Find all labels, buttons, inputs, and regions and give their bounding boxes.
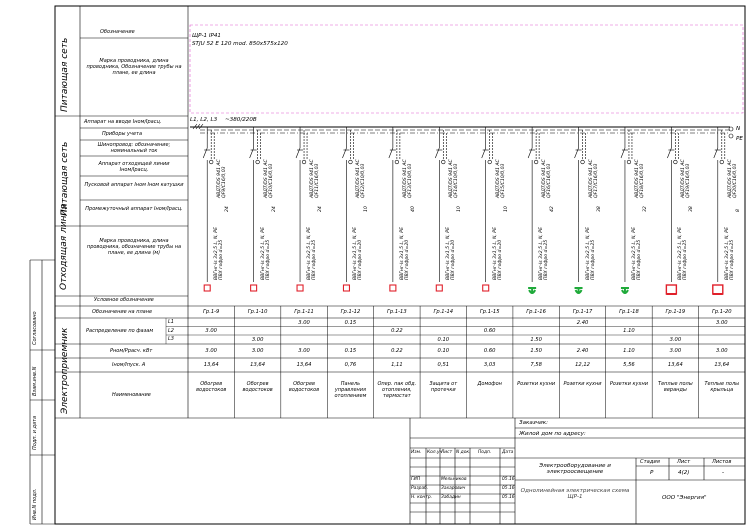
tb-date-0: 05.16 — [502, 477, 515, 482]
power-cell: 3.00 — [669, 348, 682, 354]
breaker-contact — [482, 148, 486, 158]
power-cell: 3.00 — [251, 348, 264, 354]
line-length: 42 — [550, 206, 556, 212]
cable-mark: ВВГнг-ls 3х1,5 L, N, PE — [399, 227, 405, 280]
consumer-symbol-icon — [528, 288, 536, 294]
consumer-symbol-icon — [666, 285, 676, 295]
rcd-sensor-icon — [349, 160, 353, 164]
tb-stage: Р — [650, 470, 654, 476]
cable-mark: ВВГнг-ls 3х2,5 L, N, PE — [539, 227, 545, 280]
tb-stage-h: Стадия — [640, 459, 660, 465]
line-length: 32 — [642, 206, 648, 212]
power-cell: 0.60 — [483, 348, 496, 354]
input-voltage: ~380/220В — [225, 117, 257, 123]
pipe-mark: ПВХ гофро d=20 — [358, 239, 364, 280]
line-length: 10 — [503, 206, 509, 212]
consumer-name-cell: Теплые полы веранды — [658, 381, 693, 393]
consumer-symbol-icon — [390, 285, 396, 291]
rcd-sensor-icon — [302, 160, 306, 164]
stamp-replace-inv: Взам.инв.N — [32, 366, 38, 396]
breaker-rating: QF10/С16/0,03 — [268, 163, 274, 198]
label-current: Iном/Iпуск. А — [112, 362, 146, 368]
tb-h-podp: Подп. — [478, 450, 492, 455]
tb-person-0: Мельников — [441, 477, 467, 482]
pipe-mark: ПВХ гофро d=25 — [636, 239, 642, 280]
consumer-symbol-icon — [483, 285, 489, 291]
line-length: 8 — [735, 209, 741, 212]
plan-designation-cell: Гр.1-16 — [526, 309, 546, 315]
plan-designation-cell: Гр.1-14 — [433, 309, 454, 315]
current-cell: 7,58 — [530, 362, 542, 368]
panel-enclosure: STJU 52 E 120 mod. 850x575x120 — [192, 41, 288, 47]
consumer-name-cell: Розетки кухни — [563, 381, 602, 387]
tb-person-2: Забадин — [441, 495, 461, 500]
tb-drawing-title: Однолинейная электрическая схема ЩР-1 — [520, 488, 630, 500]
rcd-sensor-icon — [581, 160, 585, 164]
consumer-symbol-icon — [436, 285, 442, 291]
phase-l1-cell: 3.00 — [298, 319, 310, 326]
rcd-sensor-icon — [209, 160, 213, 164]
breaker-contact — [389, 148, 393, 158]
current-cell: 12,12 — [575, 362, 590, 368]
consumer-symbol-icon — [343, 285, 349, 291]
consumer-name-cell: Розетки кухни — [609, 381, 648, 387]
rcd-sensor-icon — [395, 160, 399, 164]
tb-section-title: Электрооборудование и электроосвещение — [539, 463, 611, 475]
breaker-rating: QF12/С10/0,03 — [361, 163, 367, 198]
line-length: 38 — [596, 206, 602, 212]
current-cell: 13,64 — [250, 362, 266, 368]
power-cell: 3.00 — [298, 348, 310, 354]
breaker-rating: QF13/С10/0,03 — [407, 163, 413, 198]
breaker-rating: QF9/С16/0,03 — [222, 166, 228, 198]
pipe-mark: ПВХ гофро d=25 — [265, 239, 271, 280]
current-cell: 5,56 — [623, 362, 635, 368]
tb-sheet: 4(2) — [678, 470, 690, 476]
plan-designation-cell: Гр.1-15 — [479, 309, 500, 315]
tb-h-kol: Кол.уч — [427, 450, 443, 455]
label-cable-mark: Марка проводника, длина проводника, Обозначение трубы на плане, ее длина — [86, 58, 182, 76]
stamp-inv-orig: Инв.N подл. — [32, 488, 38, 520]
panel-name: ЩР-1 IP41 — [192, 33, 221, 39]
input-phases: L1, L2, L3 — [190, 117, 218, 123]
consumer-name-cell: Панель управления отоплением — [334, 381, 367, 399]
power-cell: 3.00 — [716, 348, 728, 354]
plan-designation-cell: Гр.1-11 — [294, 309, 314, 315]
consumer-symbol-icon — [713, 285, 723, 295]
breaker-rating: QF20/С16/0,03 — [732, 163, 738, 198]
rcd-sensor-icon — [488, 160, 492, 164]
phase-l2-cell: 0.22 — [391, 328, 403, 334]
tb-h-list: Лист — [441, 450, 453, 455]
bus-n-terminal-icon — [729, 127, 733, 131]
current-cell: 1,11 — [391, 362, 403, 368]
consumer-name-cell: Обогрев водостоков — [242, 381, 273, 393]
current-cell: 13,64 — [296, 362, 312, 368]
pipe-mark: ПВХ гофро d=25 — [219, 239, 225, 280]
label-name: Наименование — [112, 392, 151, 398]
tb-company: ООО "Энергия" — [662, 495, 707, 501]
phase-l2-cell: 1.10 — [623, 328, 635, 334]
power-cell: 1.10 — [623, 348, 635, 354]
label-phase-distribution: Распределение по фазам — [86, 328, 154, 334]
stamp-sign-date: Подп. и дата — [32, 415, 38, 450]
cable-mark: ВВГнг-ls 3х1,5 L, N, PE — [446, 227, 452, 280]
breaker-model: АВДТ/DS 941 АС — [681, 159, 687, 198]
current-cell: 13,64 — [203, 362, 219, 368]
cable-mark: ВВГнг-ls 3х1,5 L, N, PE — [492, 227, 498, 280]
breaker-model: АВДТ/DS 941 АС — [588, 159, 594, 198]
line-length: 10 — [457, 206, 463, 212]
breaker-contact — [203, 148, 207, 158]
phase-l2-cell: 0.60 — [483, 328, 496, 334]
tb-role-0: ГИП — [411, 477, 421, 482]
tb-date-2: 05.16 — [502, 495, 515, 500]
cable-mark: ВВГнг-ls 3х2,5 L, N, PE — [678, 227, 684, 280]
breaker-rating: QF17/С16/0,03 — [593, 163, 599, 198]
power-cell: 0.22 — [391, 348, 403, 354]
tb-customer: Заказчик: — [519, 420, 548, 426]
breaker-model: АВДТ/DS 941 АС — [310, 159, 316, 198]
tb-role-1: Разраб. — [411, 486, 429, 491]
tb-date-1: 05.16 — [502, 486, 515, 491]
rcd-sensor-icon — [674, 160, 678, 164]
consumer-name-cell: Розетки кухни — [517, 381, 556, 387]
tb-h-date: Дата — [502, 450, 514, 455]
consumer-name-cell: Домофон — [477, 381, 502, 387]
breaker-contact — [296, 148, 300, 158]
power-cell: 2.40 — [576, 348, 589, 354]
cable-mark: ВВГнг-ls 3х2,5 L, N, PE — [214, 227, 220, 280]
section-feed-top: Питающая сеть — [60, 37, 70, 112]
label-starter: Пусковой аппарат Iном Iном катушки — [84, 182, 184, 188]
cable-mark: ВВГнг-ls 3х1,5 L, N, PE — [353, 227, 359, 280]
tb-sheets: - — [722, 470, 725, 476]
consumer-symbol-icon — [297, 285, 303, 291]
rcd-sensor-icon — [441, 160, 445, 164]
tb-h-ndoc: N док. — [456, 450, 471, 455]
plan-designation-cell: Гр.1-20 — [711, 309, 732, 315]
plan-designation-cell: Гр.1-9 — [203, 309, 220, 315]
consumer-name-cell: Теплые полы крыльца — [704, 381, 740, 393]
breaker-model: АВДТ/DS 941 АС — [495, 159, 501, 198]
consumer-symbol-icon — [251, 285, 257, 291]
phase-l2: L2 — [168, 328, 174, 334]
consumer-symbol-icon — [575, 288, 583, 294]
pipe-mark: ПВХ гофро d=20 — [404, 239, 410, 280]
label-line-device: Аппарат отходящей линии Iном/Iрасц. — [98, 161, 170, 173]
cable-mark: ВВГнг-ls 3х2,5 L, N, PE — [724, 227, 730, 280]
phase-l3-cell: 3.00 — [251, 336, 264, 343]
tb-person-1: Захарович — [441, 486, 466, 491]
power-cell: 0.10 — [437, 348, 450, 354]
label-designation: Обозначение — [100, 29, 135, 35]
line-length: 24 — [271, 206, 277, 212]
line-length: 24 — [318, 206, 324, 212]
power-cell: 1.50 — [530, 348, 542, 354]
breaker-contact — [250, 148, 254, 158]
current-cell: 3,03 — [483, 362, 496, 368]
breaker-model: АВДТ/DS 941 АС — [727, 159, 733, 198]
label-power: Pном/Pрасч. кВт — [110, 348, 153, 354]
bus-pe-label: PE — [736, 136, 743, 142]
tb-object: Жилой дом по адресу: — [519, 431, 586, 437]
bus-pe-terminal-icon — [729, 134, 733, 138]
phase-l1-cell: 2.40 — [576, 319, 589, 326]
phase-l1-cell: 3.00 — [716, 319, 728, 326]
breaker-contact — [621, 148, 625, 158]
plan-designation-cell: Гр.1-12 — [340, 309, 361, 315]
breaker-model: АВДТ/DS 941 АС — [634, 159, 640, 198]
phase-l3-cell: 3.00 — [669, 336, 682, 343]
line-length: 10 — [364, 206, 370, 212]
phase-l3-cell: 0.10 — [437, 336, 450, 343]
breaker-model: АВДТ/DS 941 АС — [402, 159, 408, 198]
label-meters: Приборы учета — [102, 131, 143, 137]
stamp-agreed: Согласовано — [32, 311, 38, 345]
breaker-model: АВДТ/DS 941 АС — [217, 159, 223, 198]
label-symbol: Условное обозначение — [94, 297, 154, 303]
consumer-name-cell: Обогрев водостоков — [288, 381, 320, 393]
pipe-mark: ПВХ гофро d=25 — [683, 239, 689, 280]
breaker-contact — [714, 148, 718, 158]
breaker-contact — [342, 148, 346, 158]
label-plan-designation: Обозначение на плане — [92, 309, 153, 315]
rcd-sensor-icon — [256, 160, 260, 164]
current-cell: 13,64 — [714, 362, 730, 368]
consumer-name-cell: Опер. пак обд. отопления, термостат — [377, 381, 417, 399]
power-cell: 3.00 — [205, 348, 217, 354]
line-length: 38 — [689, 206, 695, 212]
cable-mark: ВВГнг-ls 3х2,5 L, N, PE — [631, 227, 637, 280]
label-input-device: Аппарат на вводе Iном/Iрасц. — [84, 119, 162, 125]
breaker-contact — [435, 148, 439, 158]
rcd-sensor-icon — [627, 160, 631, 164]
consumer-symbol-icon — [204, 285, 210, 291]
pipe-mark: ПВХ гофро d=20 — [497, 239, 503, 280]
breaker-model: АВДТ/DS 941 АС — [356, 159, 362, 198]
phase-l2-cell: 3.00 — [205, 328, 217, 334]
breaker-contact — [528, 148, 532, 158]
breaker-contact — [667, 148, 671, 158]
tb-role-2: Н. контр. — [411, 495, 433, 500]
rcd-sensor-icon — [720, 160, 724, 164]
label-out-cable: Марка проводника, длина проводника, обозначение трубы на плане, ее длина (м) — [86, 238, 182, 256]
plan-designation-cell: Гр.1-19 — [665, 309, 686, 315]
current-cell: 13,64 — [667, 362, 683, 368]
breaker-rating: QF16/С16/0,03 — [547, 163, 553, 198]
tb-h-izm: Изм. — [411, 450, 422, 455]
phase-l3: L3 — [168, 336, 174, 342]
line-length: 40 — [410, 206, 416, 212]
pipe-mark: ПВХ гофро d=25 — [590, 239, 596, 280]
breaker-contact — [575, 148, 579, 158]
breaker-rating: QF19/С16/0,03 — [686, 163, 692, 198]
section-feed-bottom: Питающая сеть — [60, 141, 70, 216]
current-cell: 0,51 — [437, 362, 450, 368]
pipe-mark: ПВХ гофро d=20 — [451, 239, 457, 280]
bus-n-label: N — [736, 126, 741, 132]
section-receiver: Электроприемник — [60, 327, 70, 414]
pipe-mark: ПВХ гофро d=25 — [729, 239, 735, 280]
breaker-model: АВДТ/DS 941 АС — [542, 159, 548, 198]
cable-mark: ВВГнг-ls 3х2,5 L, N, PE — [260, 227, 266, 280]
breaker-model: АВДТ/DS 941 АС — [263, 159, 269, 198]
consumer-name-cell: Обогрев водостоков — [196, 381, 227, 393]
plan-designation-cell: Гр.1-17 — [572, 309, 593, 315]
pipe-mark: ПВХ гофро d=25 — [312, 239, 318, 280]
rcd-sensor-icon — [534, 160, 538, 164]
phase-l1-cell: 0.15 — [344, 319, 357, 326]
pipe-mark: ПВХ гофро d=25 — [544, 239, 550, 280]
consumer-name-cell: Защита от протечки — [429, 381, 458, 393]
breaker-rating: QF18/С16/0,03 — [639, 163, 645, 198]
label-intermediate: Промежуточный аппарат Iном/Iрасц. — [85, 206, 183, 212]
cable-mark: ВВГнг-ls 3х2,5 L, N, PE — [307, 227, 313, 280]
label-busbar: Шинопровод: обозначение; номинальный ток — [97, 142, 171, 154]
line-length: 24 — [225, 206, 231, 212]
breaker-rating: QF15/С10/0,03 — [500, 163, 506, 198]
breaker-rating: QF14/С10/0,03 — [454, 163, 460, 198]
phase-l1: L1 — [168, 319, 174, 325]
plan-designation-cell: Гр.1-18 — [619, 309, 639, 315]
tb-sheets-h: Листов — [712, 459, 732, 465]
consumer-symbol-icon — [621, 288, 629, 294]
tb-sheet-h: Лист — [677, 459, 691, 465]
power-cell: 0.15 — [344, 348, 357, 354]
phase-l3-cell: 1.50 — [530, 336, 542, 343]
cable-mark: ВВГнг-ls 3х2,5 L, N, PE — [585, 227, 591, 280]
breaker-model: АВДТ/DS 941 АС — [449, 159, 455, 198]
current-cell: 0,76 — [344, 362, 357, 368]
section-outgoing: Отходящая линия — [59, 204, 69, 290]
plan-designation-cell: Гр.1-10 — [247, 309, 268, 315]
breaker-rating: QF11/С16/0,03 — [315, 163, 321, 198]
plan-designation-cell: Гр.1-13 — [387, 309, 407, 315]
